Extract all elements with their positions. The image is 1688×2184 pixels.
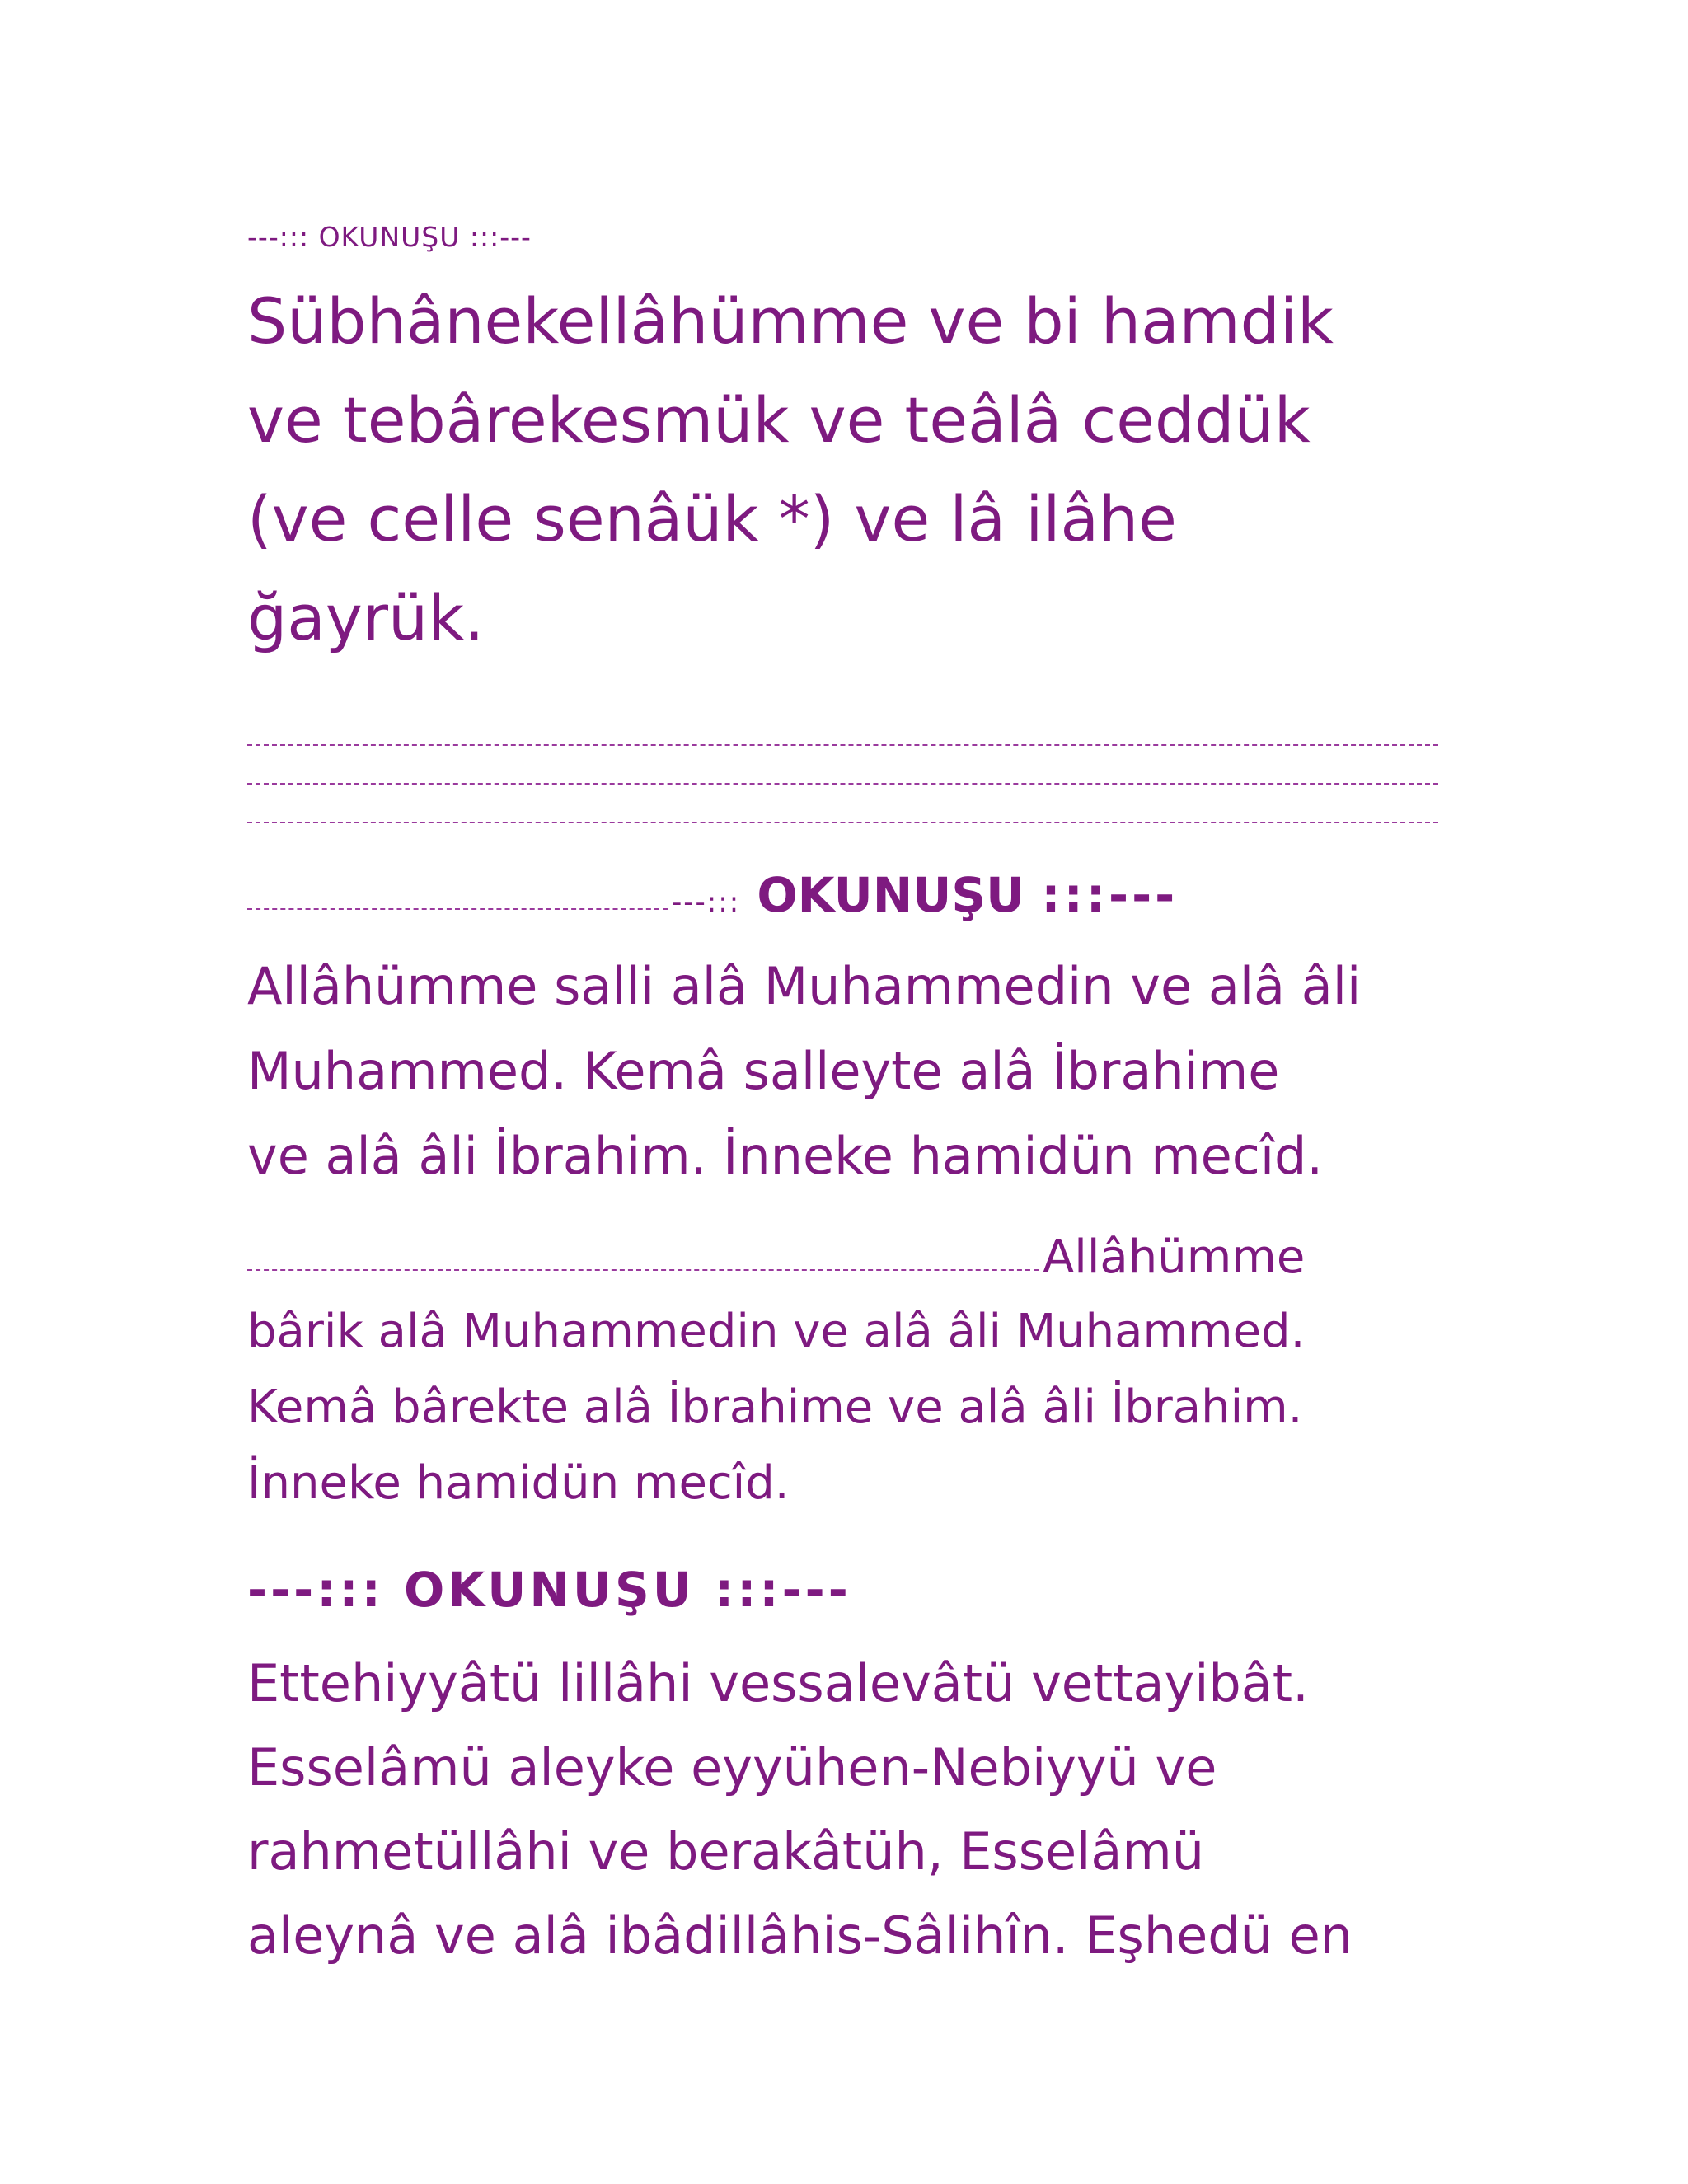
section-4-line: Esselâmü aleyke eyyühen-Nebiyyü ve (247, 1737, 1217, 1797)
section-2-text (247, 944, 1459, 1198)
section-3-first-line (247, 1228, 1451, 1286)
section-2-line: Allâhümme salli alâ Muhammedin ve alâ âli (247, 956, 1362, 1016)
section-1-line: Sübhânekellâhümme ve bi hamdik (247, 284, 1334, 358)
section-2-heading (247, 864, 1451, 930)
heading-suffix: :::--- (1041, 867, 1179, 923)
heading-word: OKUNUŞU (757, 867, 1025, 923)
dashed-separator (247, 744, 1438, 746)
section-1-line: ğayrük. (247, 581, 485, 654)
section-1-heading: ---::: OKUNUŞU :::--- (247, 221, 532, 253)
section-1-line: (ve celle senâük *) ve lâ ilâhe (247, 482, 1177, 555)
section-4-line: rahmetüllâhi ve berakâtüh, Esselâmü (247, 1821, 1205, 1882)
dashed-separator (247, 822, 1438, 823)
dashed-lead (247, 908, 668, 910)
section-2-line: ve alâ âli İbrahim. İnneke hamidün mecîd. (247, 1126, 1324, 1186)
section-1-line: ve tebârekesmük ve teâlâ ceddük (247, 383, 1311, 457)
section-4-heading: ---::: OKUNUŞU :::--- (247, 1562, 851, 1618)
heading-prefix: ---::: (672, 886, 741, 919)
section-3-first-word: Allâhümme (1043, 1230, 1306, 1284)
section-3-line: Kemâ bârekte alâ İbrahime ve alâ âli İbrahim. (247, 1380, 1303, 1434)
section-3-line: bârik alâ Muhammedin ve alâ âli Muhammed. (247, 1305, 1306, 1358)
section-2-line: Muhammed. Kemâ salleyte alâ İbrahime (247, 1041, 1280, 1101)
section-3-text (247, 1294, 1459, 1521)
section-4-line: Ettehiyyâtü lillâhi vessalevâtü vettayibât. (247, 1653, 1309, 1713)
section-4-line: aleynâ ve alâ ibâdillâhis-Sâlihîn. Eşhedü en (247, 1905, 1353, 1966)
section-3-line: İnneke hamidün mecîd. (247, 1456, 790, 1510)
section-1-text (247, 272, 1451, 668)
dashed-lead (247, 1269, 1039, 1271)
section-4-text (247, 1642, 1467, 1978)
dashed-separator (247, 783, 1438, 785)
